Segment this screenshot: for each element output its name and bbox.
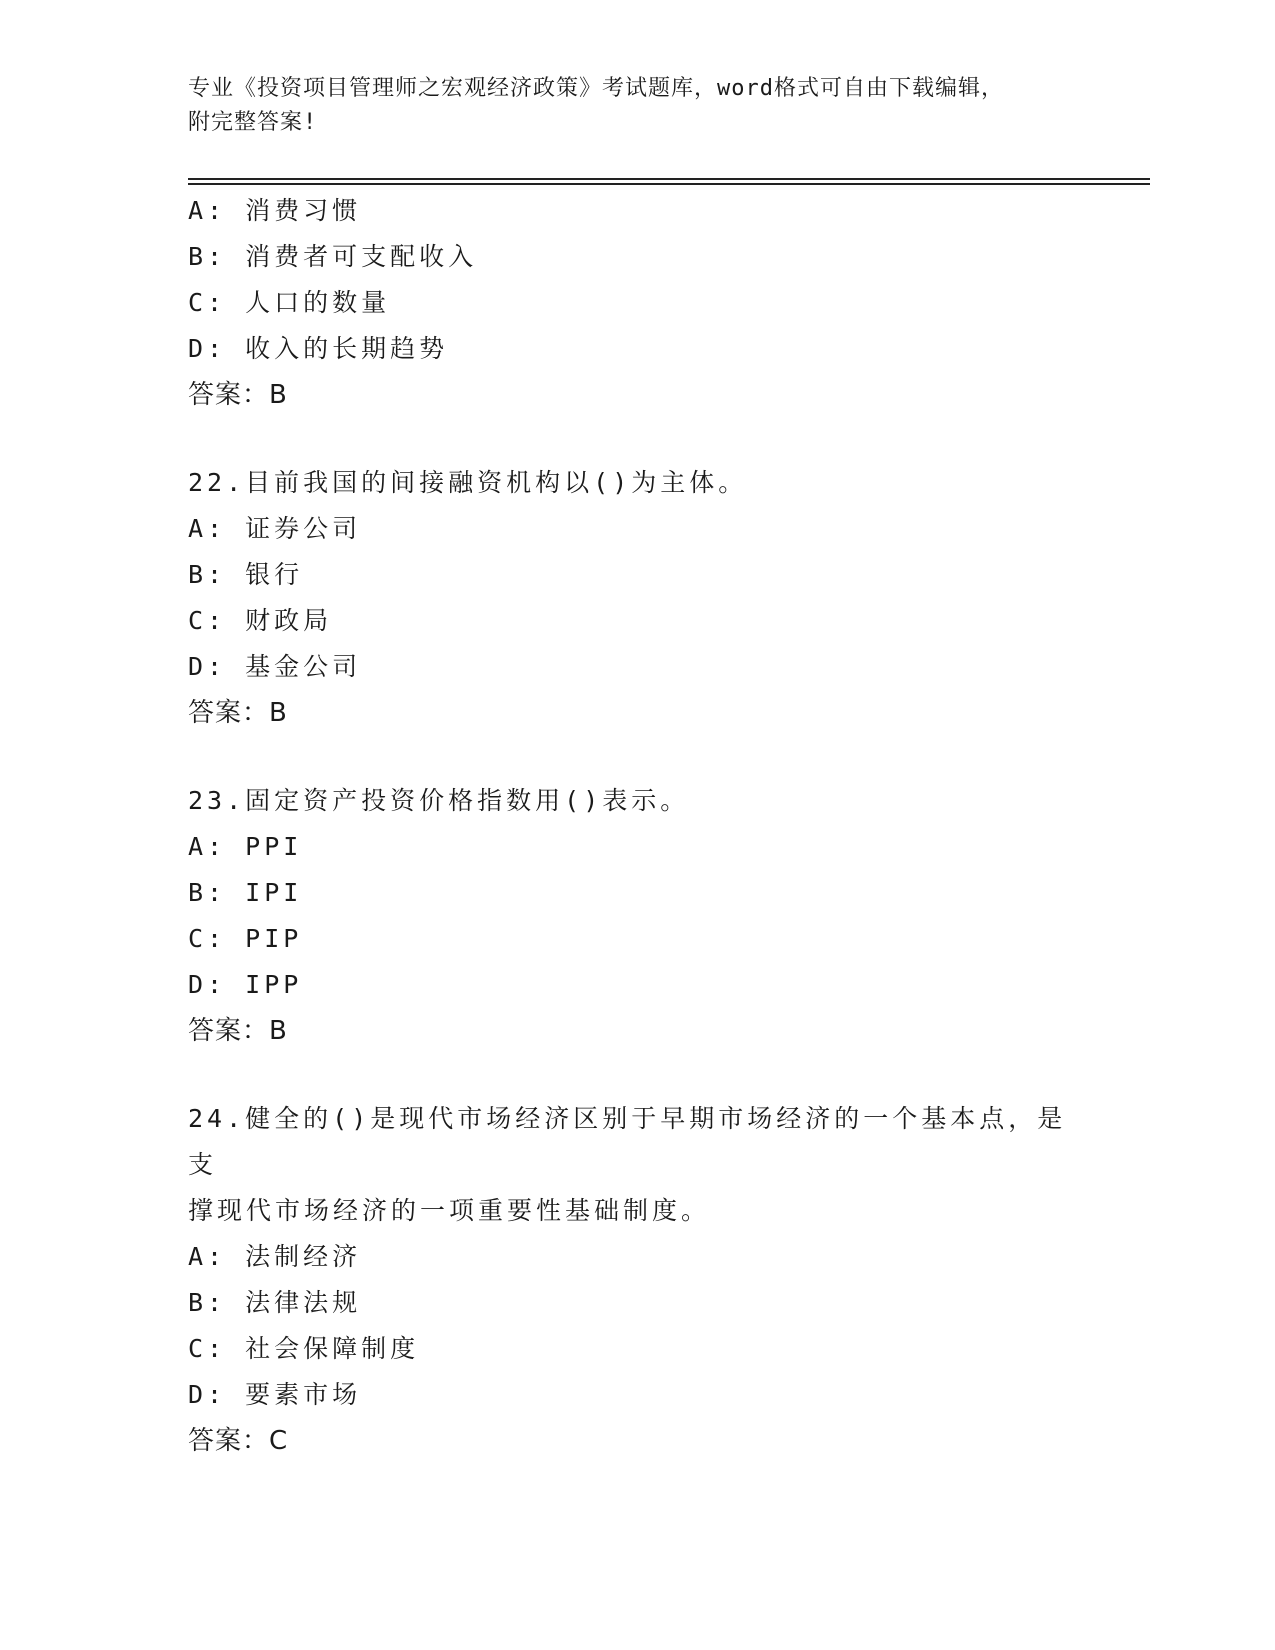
option-d: D: 收入的长期趋势 [188,334,449,363]
question-22 [188,460,1088,736]
answer: 答案：B [188,698,288,728]
option-c: C: 社会保障制度 [188,1334,420,1363]
option-c: C: 人口的数量 [188,288,391,317]
option-c: C: PIP [188,924,303,953]
question-text: 23.固定资产投资价格指数用()表示。 [188,786,690,815]
option-d: D: IPP [188,970,303,999]
question-24 [188,1096,1088,1464]
option-a: A: 证券公司 [188,514,362,543]
question-text-line-1: 24.健全的()是现代市场经济区别于早期市场经济的一个基本点，是支 [188,1104,1067,1179]
option-d: D: 基金公司 [188,652,362,681]
header-divider-bottom [188,183,1150,185]
question-list [188,188,1088,1464]
option-b: B: 法律法规 [188,1288,362,1317]
document-header [188,72,1088,140]
option-b: B: IPI [188,878,303,907]
option-b: B: 银行 [188,560,304,589]
question-text: 22.目前我国的间接融资机构以()为主体。 [188,468,748,497]
option-a: A: 消费习惯 [188,196,362,225]
option-d: D: 要素市场 [188,1380,362,1409]
header-line-2: 附完整答案! [188,110,318,135]
option-a: A: 法制经济 [188,1242,362,1271]
header-line-1: 专业《投资项目管理师之宏观经济政策》考试题库，word格式可自由下载编辑， [188,76,1004,101]
answer: 答案：B [188,1016,288,1046]
option-c: C: 财政局 [188,606,333,635]
answer: 答案：B [188,380,288,410]
question-21 [188,188,1088,418]
option-a: A: PPI [188,832,303,861]
question-text-line-2: 撑现代市场经济的一项重要性基础制度。 [188,1196,711,1225]
answer: 答案：C [188,1426,289,1456]
header-divider-top [188,178,1150,180]
question-23 [188,778,1088,1054]
option-b: B: 消费者可支配收入 [188,242,478,271]
